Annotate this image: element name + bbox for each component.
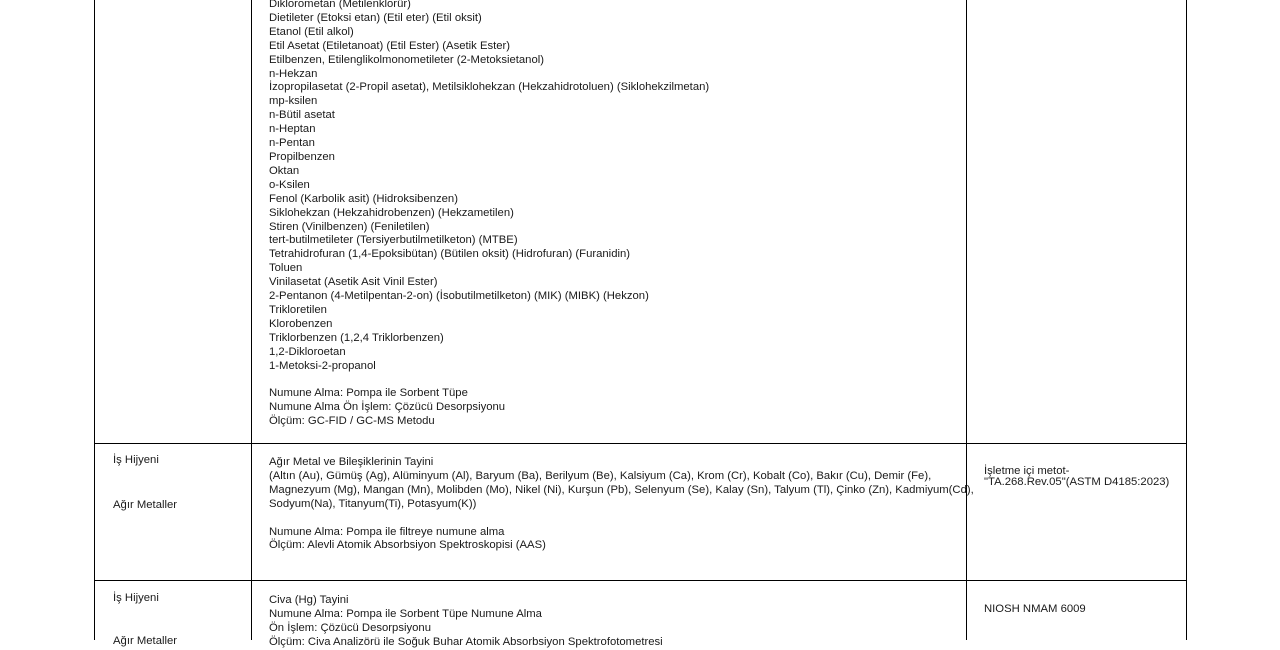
- row1-analytes-cell: [269, 0, 709, 429]
- table-cell-line: Tetrahidrofuran (1,4-Epoksibütan) (Bütilen oksit) (Hidrofuran) (Furanidin): [269, 248, 631, 261]
- table-cell-line: Klorobenzen: [269, 317, 333, 330]
- table-cell-line: Diklorometan (Metilenklorür): [269, 0, 411, 10]
- table-cell-line: Oktan: [269, 164, 300, 177]
- table-cell-line: Toluen: [269, 262, 303, 275]
- table-cell-line: Fenol (Karbolik asit) (Hidroksibenzen): [269, 192, 458, 205]
- table-cell-line: (Altın (Au), Gümüş (Ag), Alüminyum (Al), Baryum (Ba), Berilyum (Be), Kalsiyum (Ca), Krom (Cr), Kobalt (Co), Bakır (Cu), Demir (Fe),: [269, 469, 932, 482]
- table-cell-line: tert-butilmetileter (Tersiyerbutilmetilketon) (MTBE): [269, 234, 518, 247]
- table-cell-line: Numune Alma Ön İşlem: Çözücü Desorpsiyonu: [269, 401, 506, 414]
- table-cell-line: Ağır Metal ve Bileşiklerinin Tayini: [269, 456, 434, 468]
- row3-method-cell: NIOSH NMAM 6009: [984, 603, 1086, 615]
- table-cell-line: İzopropilasetat (2-Propil asetat), Metilsiklohekzan (Hekzahidrotoluen) (Siklohekzilmetan): [269, 81, 710, 94]
- table-cell-line: Siklohekzan (Hekzahidrobenzen) (Hekzametilen): [269, 206, 514, 219]
- table-cell-line: Magnezyum (Mg), Mangan (Mn), Molibden (Mo), Nikel (Ni), Kurşun (Pb), Selenyum (Se), Kalay (Sn), Talyum (Tl), Çinko (Zn), Kadmiyum(Cd),: [269, 483, 974, 496]
- table-cell-line: mp-ksilen: [269, 95, 318, 108]
- row2-category: İş Hijyeni: [113, 454, 159, 466]
- row3-analytes-cell: [269, 594, 663, 650]
- row-separator-2: [94, 580, 1187, 581]
- table-cell-line: Etanol (Etil alkol): [269, 25, 354, 38]
- table-cell-line: n-Pentan: [269, 137, 315, 150]
- table-cell-line: Propilbenzen: [269, 150, 335, 163]
- table-cell-line: Numune Alma: Pompa ile filtreye numune alma: [269, 525, 505, 538]
- table-cell-line: Vinilasetat (Asetik Asit Vinil Ester): [269, 276, 438, 289]
- table-cell-line: Trikloretilen: [269, 303, 327, 316]
- table-border-left: [94, 0, 95, 640]
- table-cell-line: İşletme içi metot-: [984, 465, 1070, 477]
- table-cell-line: Triklorbenzen (1,2,4 Triklorbenzen): [269, 331, 444, 344]
- table-cell-line: o-Ksilen: [269, 178, 310, 191]
- table-divider-1: [251, 0, 252, 640]
- table-cell-line: Dietileter (Etoksi etan) (Etil eter) (Etil oksit): [269, 11, 482, 24]
- table-cell-line: n-Hekzan: [269, 67, 318, 80]
- table-cell-line: Etil Asetat (Etiletanoat) (Etil Ester) (Asetik Ester): [269, 39, 511, 52]
- table-cell-line: Ölçüm: GC-FID / GC-MS Metodu: [269, 415, 435, 428]
- table-border-right: [1186, 0, 1187, 640]
- row2-subcategory: Ağır Metaller: [113, 499, 178, 511]
- table-cell-line: [269, 512, 974, 526]
- table-cell-line: Stiren (Vinilbenzen) (Feniletilen): [269, 220, 430, 233]
- table-cell-line: n-Heptan: [269, 123, 316, 136]
- table-cell-line: 1,2-Dikloroetan: [269, 345, 346, 358]
- table-cell-line: Civa (Hg) Tayini: [269, 594, 349, 606]
- row2-analytes-cell: [269, 456, 974, 553]
- row3-category: İş Hijyeni: [113, 592, 159, 604]
- table-cell-line: 1-Metoksi-2-propanol: [269, 359, 376, 372]
- table-cell-line: Ölçüm: Civa Analizörü ile Soğuk Buhar Atomik Absorbsiyon Spektrofotometresi: [269, 635, 663, 648]
- table-cell-line: Ön İşlem: Çözücü Desorpsiyonu: [269, 621, 431, 634]
- table-cell-line: Sodyum(Na), Titanyum(Ti), Potasyum(K)): [269, 497, 477, 510]
- table-cell-line: Ölçüm: Alevli Atomik Absorbsiyon Spektroskopisi (AAS): [269, 539, 546, 552]
- table-cell-line: [269, 373, 709, 387]
- table-cell-line: 2-Pentanon (4-Metilpentan-2-on) (İsobutilmetilketon) (MIK) (MIBK) (Hekzon): [269, 290, 649, 303]
- table-cell-line: Etilbenzen, Etilenglikolmonometileter (2-Metoksietanol): [269, 53, 545, 66]
- row-separator-1: [94, 443, 1187, 444]
- row3-subcategory: Ağır Metaller: [113, 635, 178, 647]
- table-cell-line: Numune Alma: Pompa ile Sorbent Tüpe Numune Alma: [269, 607, 542, 620]
- table-cell-line: "TA.268.Rev.05"(ASTM D4185:2023): [984, 475, 1170, 488]
- row2-method-cell: [984, 466, 1169, 487]
- table-cell-line: n-Bütil asetat: [269, 109, 335, 122]
- table-cell-line: Numune Alma: Pompa ile Sorbent Tüpe: [269, 387, 468, 400]
